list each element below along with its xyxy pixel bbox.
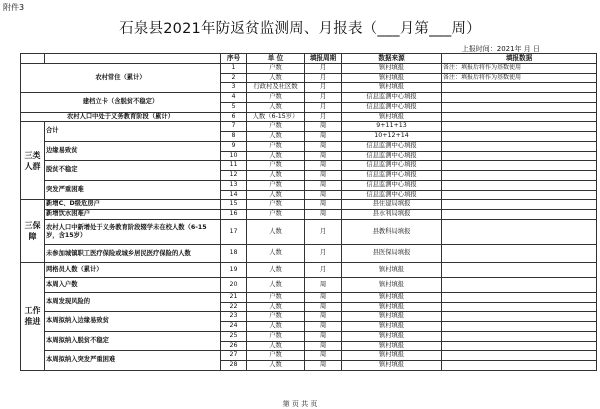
row-source: 信息监测中心填报 [342, 180, 442, 190]
page-footer: 第 页 共 页 [282, 400, 318, 408]
table-header-row [21, 54, 597, 64]
indicator-label: 未参加城镇职工医疗保险或城乡居民医疗保险的人数 [45, 244, 221, 262]
row-note[interactable]: 备注：填报后将作为基数使用 [442, 73, 597, 83]
row-source: 信息监测中心填报 [342, 161, 442, 171]
row-period: 周 [305, 200, 342, 210]
row-period: 周 [305, 331, 342, 341]
row-no: 12 [221, 171, 247, 181]
row-source: 镇村填报 [342, 277, 442, 292]
row-source: 信息监测中心填报 [342, 141, 442, 151]
row-unit: 人数 [247, 73, 305, 83]
row-source: 镇村填报 [342, 63, 442, 73]
row-note[interactable] [442, 83, 597, 93]
report-title: 石泉县2021年防返贫监测周、月报表（___月第___周） [119, 21, 481, 37]
row-no: 3 [221, 83, 247, 93]
row-data-cell[interactable] [442, 312, 597, 322]
row-period: 月 [305, 63, 342, 73]
table-row [21, 200, 597, 210]
table-row [21, 277, 597, 292]
row-no: 5 [221, 102, 247, 112]
row-period: 周 [305, 122, 342, 132]
row-period: 月 [305, 112, 342, 122]
row-source: 镇村填报 [342, 312, 442, 322]
row-data-cell[interactable] [442, 262, 597, 277]
row-source: 县医保局填报 [342, 244, 442, 262]
row-no: 20 [221, 277, 247, 292]
row-no: 8 [221, 132, 247, 142]
row-source: 信息监测中心填报 [342, 93, 442, 103]
row-note[interactable]: 备注：填报后将作为基数使用 [442, 63, 597, 73]
row-no: 4 [221, 93, 247, 103]
row-no: 17 [221, 219, 247, 244]
row-no: 18 [221, 244, 247, 262]
header-source: 数据来源 [342, 54, 442, 64]
row-data-cell[interactable] [442, 210, 597, 220]
row-unit: 人数 [247, 132, 305, 142]
row-source: 镇村填报 [342, 262, 442, 277]
row-source: 县水利局填报 [342, 210, 442, 220]
table-row [21, 244, 597, 262]
row-unit: 户数 [247, 161, 305, 171]
row-unit: 人数 [247, 171, 305, 181]
indicator-label: 边缘易致贫 [45, 141, 221, 161]
row-source: 县教科局填报 [342, 219, 442, 244]
row-period: 周 [305, 341, 342, 351]
row-period: 月 [305, 83, 342, 93]
row-source: 镇村填报 [342, 302, 442, 312]
header-unit: 单 位 [247, 54, 305, 64]
indicator-label: 突发严重困难 [45, 180, 221, 200]
table-row [21, 312, 597, 322]
row-unit: 人数 [247, 341, 305, 351]
indicator-label: 本周入户数 [45, 277, 221, 292]
table-row [21, 112, 597, 122]
row-unit: 人数 [247, 302, 305, 312]
row-source: 镇村填报 [342, 83, 442, 93]
table-row [21, 262, 597, 277]
row-unit: 人数 [247, 361, 305, 371]
row-no: 11 [221, 161, 247, 171]
row-source: 镇村填报 [342, 112, 442, 122]
row-source: 镇村填报 [342, 322, 442, 332]
row-no: 27 [221, 351, 247, 361]
row-data-cell[interactable] [442, 302, 597, 312]
table-row [21, 331, 597, 341]
row-unit: 人数 [247, 244, 305, 262]
row-unit: 人数 [247, 277, 305, 292]
row-unit: 户数 [247, 122, 305, 132]
row-no: 19 [221, 262, 247, 277]
row-data-cell[interactable] [442, 93, 597, 103]
row-period: 周 [305, 277, 342, 292]
row-unit: 人数（6-15岁） [247, 112, 305, 122]
indicator-label: 新增饮水困难户 [45, 210, 221, 220]
row-unit: 户数 [247, 351, 305, 361]
row-data-cell[interactable] [442, 219, 597, 244]
row-period: 周 [305, 351, 342, 361]
row-data-cell[interactable] [442, 151, 597, 161]
row-data-cell[interactable] [442, 322, 597, 332]
category-three-guarantees: 三保障 [21, 200, 45, 263]
row-data-cell[interactable] [442, 244, 597, 262]
row-period: 周 [305, 302, 342, 312]
header-period: 填报周期 [305, 54, 342, 64]
row-source: 镇村填报 [342, 361, 442, 371]
row-data-cell[interactable] [442, 331, 597, 341]
row-no: 9 [221, 141, 247, 151]
indicator-label: 农村人口中处于义务教育阶段（累计） [66, 112, 175, 120]
row-period: 周 [305, 171, 342, 181]
category-work-progress: 工作推进 [21, 262, 45, 370]
indicator-label: 合计 [45, 122, 221, 142]
row-period: 月 [305, 73, 342, 83]
attachment-label: 附件3 [3, 3, 25, 12]
row-unit: 人数 [247, 219, 305, 244]
row-no: 10 [221, 151, 247, 161]
row-period: 周 [305, 190, 342, 200]
table-row [21, 122, 597, 132]
row-unit: 人数 [247, 151, 305, 161]
indicator-label: 本周拟纳入边缘易致贫 [45, 312, 221, 332]
row-no: 24 [221, 322, 247, 332]
row-period: 周 [305, 210, 342, 220]
row-data-cell[interactable] [442, 161, 597, 171]
row-unit: 户数 [247, 93, 305, 103]
row-no: 25 [221, 331, 247, 341]
row-period: 周 [305, 292, 342, 302]
row-source: 9+11+13 [342, 122, 442, 132]
table-row [21, 141, 597, 151]
row-source: 10+12+14 [342, 132, 442, 142]
row-unit: 户数 [247, 331, 305, 341]
header-no: 序号 [221, 54, 247, 64]
row-source: 镇村填报 [342, 292, 442, 302]
row-data-cell[interactable] [442, 351, 597, 361]
row-source: 信息监测中心填报 [342, 171, 442, 181]
row-unit: 人数 [247, 190, 305, 200]
indicator-label: 脱贫不稳定 [45, 161, 221, 181]
table-row [21, 292, 597, 302]
table-row [21, 180, 597, 190]
indicator-label: 新增C、D级危房户 [45, 200, 221, 210]
row-unit: 人数 [247, 102, 305, 112]
row-no: 21 [221, 292, 247, 302]
table-row [21, 219, 597, 244]
row-source: 镇村填报 [342, 73, 442, 83]
row-period: 周 [305, 161, 342, 171]
indicator-label: 本周发现风险的 [45, 292, 221, 312]
row-source: 信息监测中心填报 [342, 190, 442, 200]
row-unit: 户数 [247, 200, 305, 210]
row-data-cell[interactable] [442, 200, 597, 210]
row-unit: 人数 [247, 262, 305, 277]
table-row [21, 351, 597, 361]
row-data-cell[interactable] [442, 122, 597, 132]
row-source: 县住建局填报 [342, 200, 442, 210]
row-no: 28 [221, 361, 247, 371]
row-no: 23 [221, 312, 247, 322]
indicator-label: 建档立卡（含脱贫不稳定） [82, 98, 159, 106]
row-source: 信息监测中心填报 [342, 151, 442, 161]
row-period: 周 [305, 361, 342, 371]
row-data-cell[interactable] [442, 132, 597, 142]
row-data-cell[interactable] [442, 102, 597, 112]
table-row [21, 63, 597, 73]
indicator-label: 本周拟纳入突发严重困难 [45, 351, 221, 371]
row-period: 周 [305, 151, 342, 161]
header-data: 填报数据 [442, 54, 597, 64]
row-period: 月 [305, 262, 342, 277]
row-data-cell[interactable] [442, 112, 597, 122]
row-no: 6 [221, 112, 247, 122]
table-row [21, 161, 597, 171]
row-period: 周 [305, 132, 342, 142]
row-unit: 户数 [247, 63, 305, 73]
row-data-cell[interactable] [442, 277, 597, 292]
category-three-groups: 三类人群 [21, 122, 45, 200]
row-no: 14 [221, 190, 247, 200]
row-no: 7 [221, 122, 247, 132]
row-period: 周 [305, 180, 342, 190]
report-time: 上报时间：2021年 月 日 [461, 45, 540, 53]
indicator-label: 网格员人数（累计） [45, 262, 221, 277]
row-no: 22 [221, 302, 247, 312]
row-period: 周 [305, 312, 342, 322]
row-data-cell[interactable] [442, 190, 597, 200]
row-unit: 户数 [247, 210, 305, 220]
row-period: 月 [305, 244, 342, 262]
row-data-cell[interactable] [442, 341, 597, 351]
row-source: 镇村填报 [342, 341, 442, 351]
row-unit: 户数 [247, 180, 305, 190]
row-data-cell[interactable] [442, 171, 597, 181]
row-data-cell[interactable] [442, 292, 597, 302]
row-period: 月 [305, 93, 342, 103]
row-no: 15 [221, 200, 247, 210]
row-data-cell[interactable] [442, 141, 597, 151]
row-source: 镇村填报 [342, 351, 442, 361]
row-source: 信息监测中心填报 [342, 102, 442, 112]
row-no: 1 [221, 63, 247, 73]
table-row [21, 210, 597, 220]
row-no: 2 [221, 73, 247, 83]
row-no: 16 [221, 210, 247, 220]
row-unit: 户数 [247, 141, 305, 151]
indicator-label: 农村常住（累计） [95, 73, 146, 81]
indicator-label: 本周拟纳入脱贫不稳定 [45, 331, 221, 351]
report-table [20, 53, 597, 371]
row-unit: 行政村及社区数 [247, 83, 305, 93]
row-source: 镇村填报 [342, 331, 442, 341]
row-no: 26 [221, 341, 247, 351]
row-period: 月 [305, 102, 342, 112]
indicator-label: 农村人口中新增处于义务教育阶段辍学未在校人数（6-15岁，含15岁） [45, 219, 221, 244]
row-unit: 户数 [247, 292, 305, 302]
row-data-cell[interactable] [442, 361, 597, 371]
row-period: 月 [305, 219, 342, 244]
row-period: 周 [305, 322, 342, 332]
row-no: 13 [221, 180, 247, 190]
row-unit: 户数 [247, 312, 305, 322]
row-unit: 人数 [247, 322, 305, 332]
row-period: 周 [305, 141, 342, 151]
row-data-cell[interactable] [442, 180, 597, 190]
table-row [21, 93, 597, 103]
